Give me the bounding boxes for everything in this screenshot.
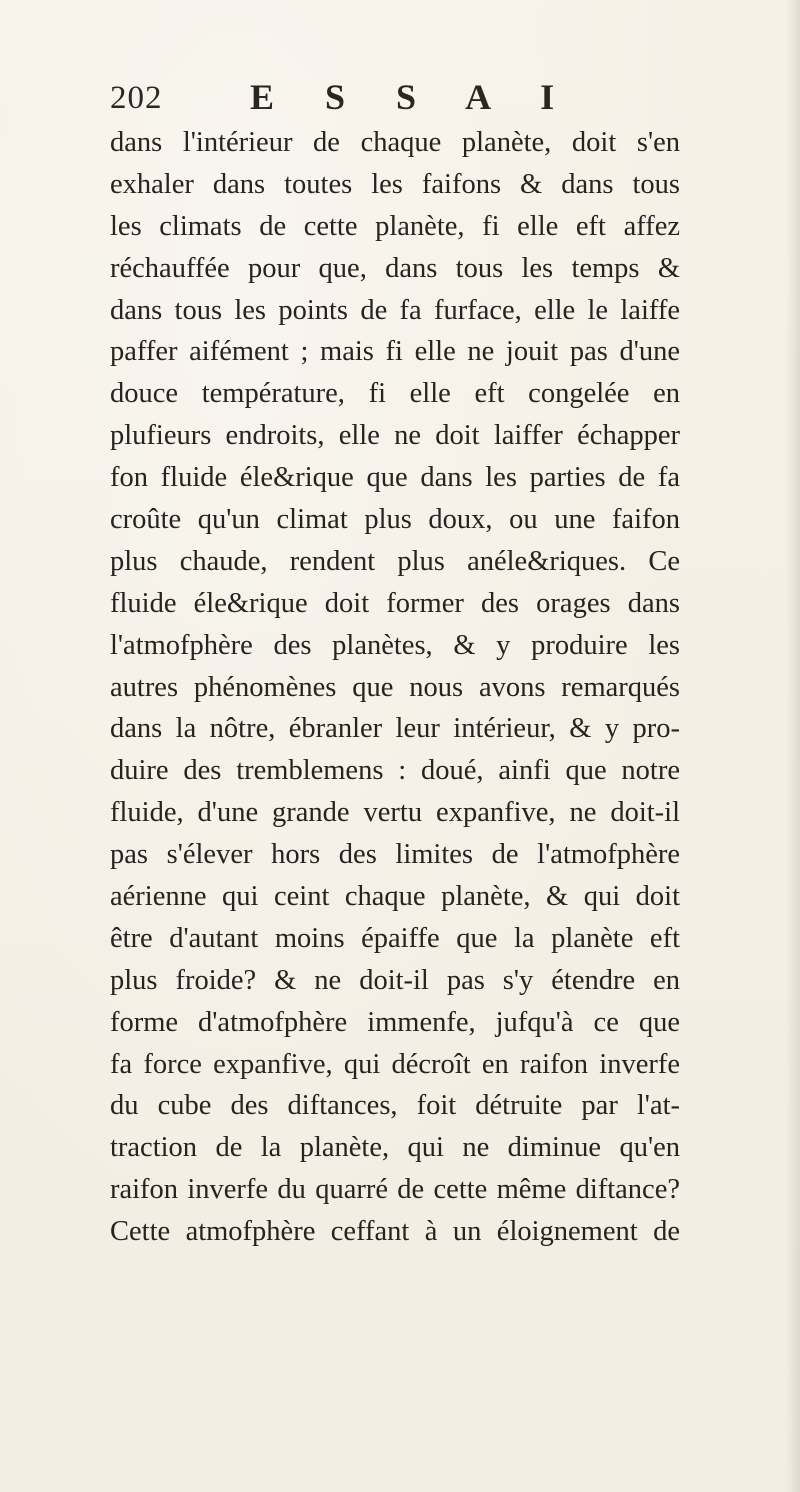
body-text	[110, 122, 680, 1253]
text-line: traction de la planète, qui ne diminue qu'en	[110, 1132, 680, 1164]
text-line: forme d'atmofphère immenfe, jufqu'à ce que	[110, 1006, 680, 1038]
text-line: croûte qu'un climat plus doux, ou une faifon	[110, 504, 680, 536]
text-line: raifon inverfe du quarré de cette même diftance?	[110, 1174, 680, 1206]
text-line: Cette atmofphère ceffant à un éloignement de	[110, 1216, 680, 1248]
text-line: plufieurs endroits, elle ne doit laiffer échapper	[110, 420, 680, 452]
text-line: fluide, d'une grande vertu expanfive, ne doit-il	[110, 797, 680, 829]
text-line: dans la nôtre, ébranler leur intérieur, & y pro-	[110, 713, 680, 745]
text-line: fa force expanfive, qui décroît en raifon inverfe	[110, 1048, 680, 1080]
text-line: autres phénomènes que nous avons remarqués	[110, 671, 680, 703]
page-edge-shadow	[786, 0, 800, 1492]
text-line: douce température, fi elle eft congelée en	[110, 378, 680, 410]
text-line: paffer aifément ; mais fi elle ne jouit pas d'une	[110, 336, 680, 368]
page-number: 202	[110, 80, 163, 116]
text-line: du cube des diftances, foit détruite par l'at-	[110, 1090, 680, 1122]
running-head	[110, 74, 670, 122]
text-line: aérienne qui ceint chaque planète, & qui doit	[110, 881, 680, 913]
running-title: E S S A I	[250, 77, 576, 117]
text-line: réchauffée pour que, dans tous les temps &	[110, 252, 680, 284]
text-line: pas s'élever hors des limites de l'atmofphère	[110, 839, 680, 871]
text-line: fluide éle&rique doit former des orages dans	[110, 587, 680, 619]
text-line: l'atmofphère des planètes, & y produire les	[110, 629, 680, 661]
text-line: plus froide? & ne doit-il pas s'y étendre en	[110, 964, 680, 996]
text-line: être d'autant moins épaiffe que la planète eft	[110, 922, 680, 954]
text-line: dans l'intérieur de chaque planète, doit s'en	[110, 127, 680, 158]
text-line: duire des tremblemens : doué, ainfi que notre	[110, 755, 680, 787]
text-line: plus chaude, rendent plus anéle&riques. Ce	[110, 545, 680, 577]
text-line: dans tous les points de fa furface, elle le laiffe	[110, 294, 680, 326]
text-line: les climats de cette planète, fi elle eft affez	[110, 210, 680, 242]
text-line: exhaler dans toutes les faifons & dans tous	[110, 168, 680, 200]
text-line: fon fluide éle&rique que dans les parties de fa	[110, 462, 680, 494]
